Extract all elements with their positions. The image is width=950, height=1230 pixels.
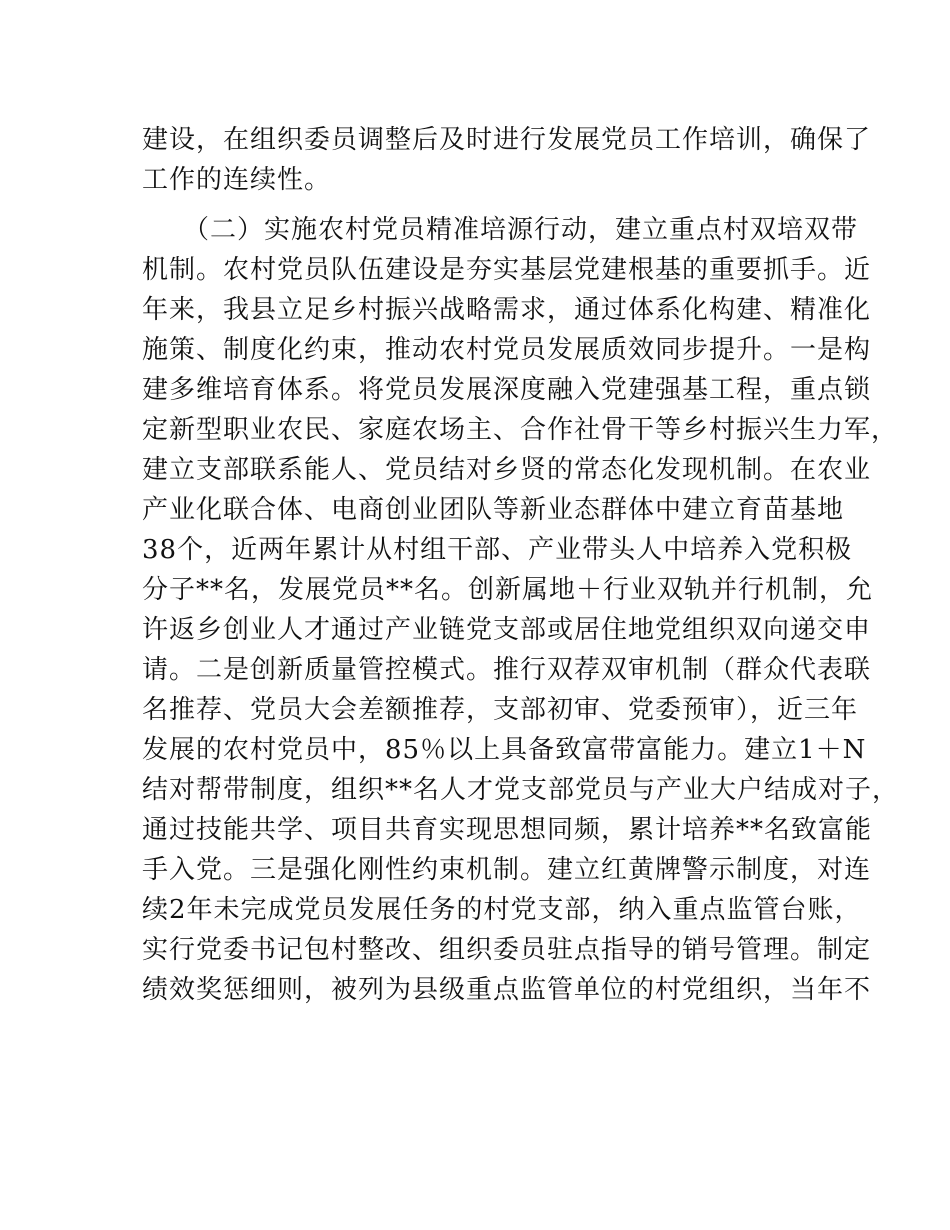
text-line: 结对帮带制度，组织**名人才党支部党员与产业大户结成对子， [142,775,900,805]
text-line: 通过技能共学、项目共育实现思想同频，累计培养**名致富能 [142,815,873,845]
text-line: 续2年未完成党员发展任务的村党支部，纳入重点监管台账， [142,895,862,925]
text-line: 许返乡创业人才通过产业链党支部或居住地党组织双向递交申 [142,615,872,645]
text-line: 建多维培育体系。将党员发展深度融入党建强基工程，重点锁 [142,375,872,405]
text-line: 工作的连续性。 [142,165,332,195]
paragraph-gap [142,200,832,210]
text-line: 产业化联合体、电商创业团队等新业态群体中建立育苗基地 [142,495,845,525]
text-line: 建立支部联系能人、党员结对乡贤的常态化发现机制。在农业 [142,455,872,485]
text-line: （二）实施农村党员精准培源行动，建立重点村双培双带 [142,215,859,245]
text-line: 机制。农村党员队伍建设是夯实基层党建根基的重要抓手。近 [142,255,872,285]
text-line: 38个，近两年累计从村组干部、产业带头人中培养入党积极 [142,535,853,565]
text-line: 定新型职业农民、家庭农场主、合作社骨干等乡村振兴生力军， [142,415,899,445]
text-line: 名推荐、党员大会差额推荐，支部初审、党委预审），近三年 [142,695,859,725]
text-line: 分子**名，发展党员**名。创新属地＋行业双轨并行机制，允 [142,575,874,605]
body-text [142,120,900,1010]
text-line: 年来，我县立足乡村振兴战略需求，通过体系化构建、精准化 [142,295,872,325]
text-line: 发展的农村党员中，85％以上具备致富带富能力。建立1＋N [142,735,867,765]
text-line: 绩效奖惩细则，被列为县级重点监管单位的村党组织，当年不 [142,975,872,1005]
text-line: 实行党委书记包村整改、组织委员驻点指导的销号管理。制定 [142,935,872,965]
text-line: 建设，在组织委员调整后及时进行发展党员工作培训，确保了 [142,125,872,155]
text-line: 请。二是创新质量管控模式。推行双荐双审机制（群众代表联 [142,655,872,685]
text-line: 施策、制度化约束，推动农村党员发展质效同步提升。一是构 [142,335,872,365]
text-line: 手入党。三是强化刚性约束机制。建立红黄牌警示制度，对连 [142,855,872,885]
